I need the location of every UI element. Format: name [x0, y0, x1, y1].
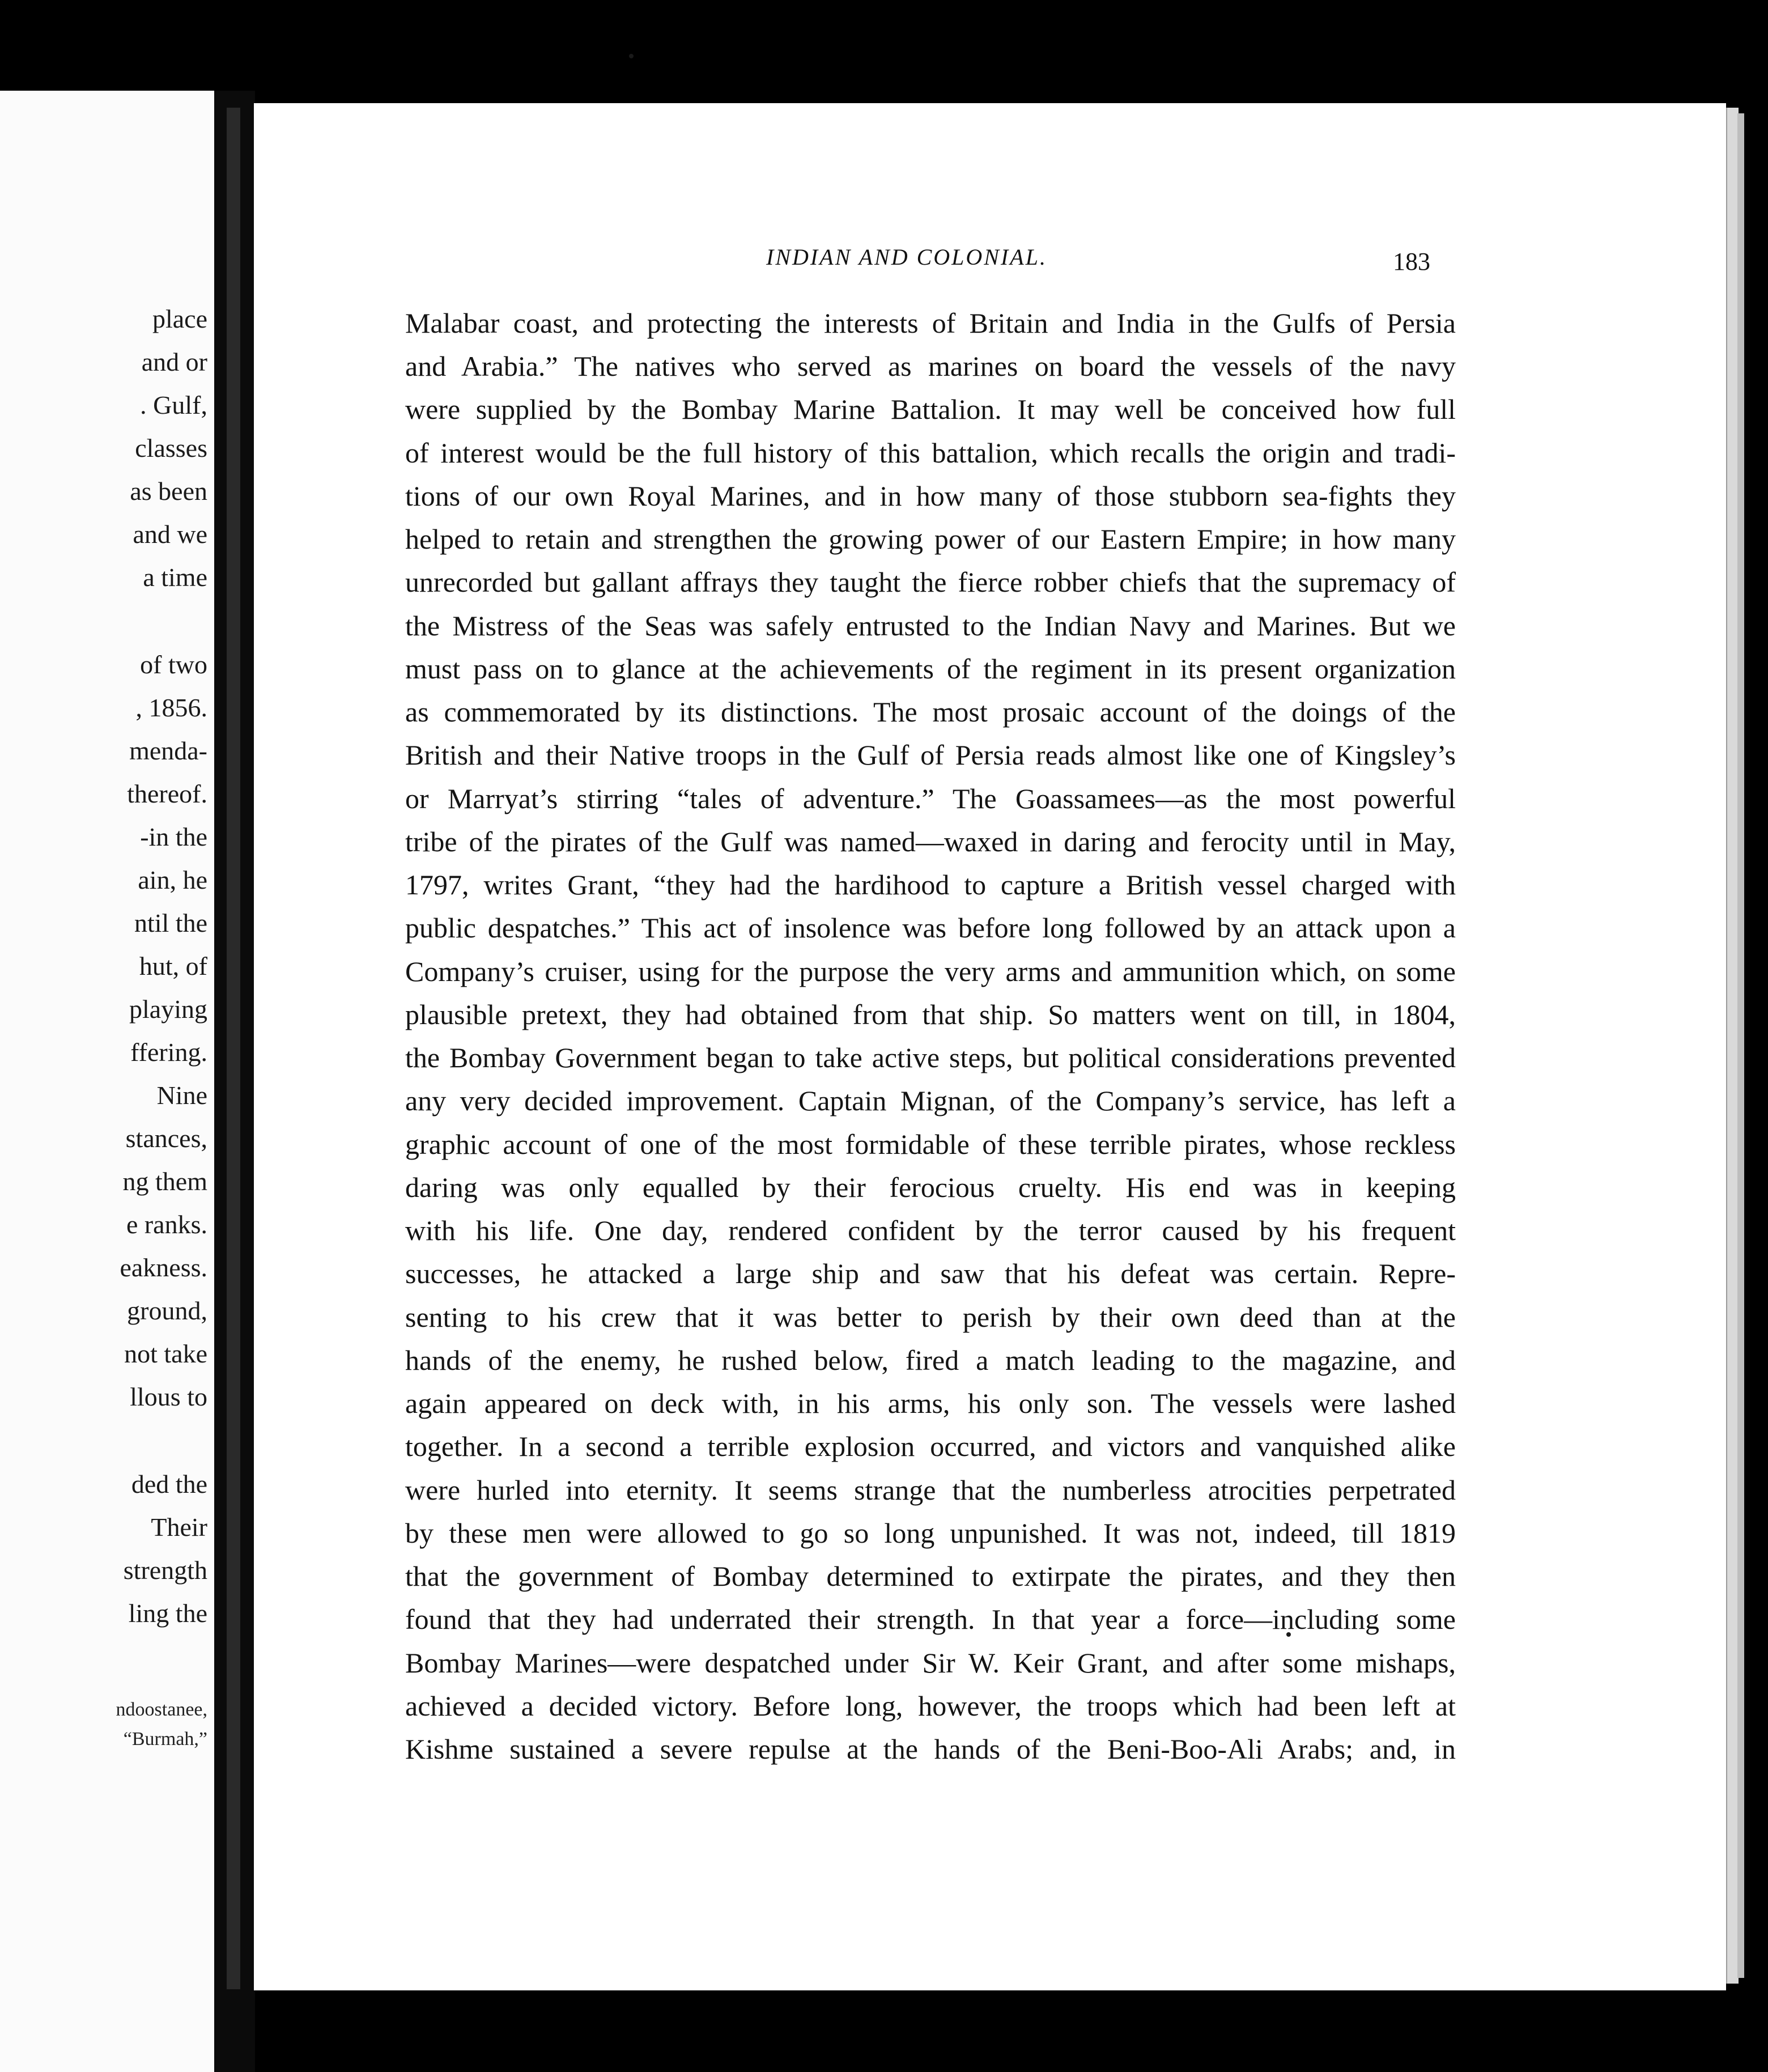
text-line: tribe of the pirates of the Gulf was named—waxed in daring and ferocity until in May,: [405, 826, 1456, 857]
text-line: by these men were allowed to go so long unpunished. It was not, indeed, till 1819: [405, 1517, 1456, 1549]
page-edge: [1726, 108, 1739, 1984]
left-line: hut, of: [139, 952, 207, 980]
left-line: ling the: [128, 1599, 207, 1628]
text-line: achieved a decided victory. Before long, however, the troops which had been left at: [405, 1690, 1456, 1722]
text-line: and Arabia.” The natives who served as marines on board the vessels of the navy: [405, 350, 1456, 382]
text-line: tions of our own Royal Marines, and in how many of those stubborn sea-fights they: [405, 480, 1456, 512]
left-line: ng them: [122, 1167, 207, 1196]
text-line: Bombay Marines—were despatched under Sir W. Keir Grant, and after some mishaps,: [405, 1647, 1456, 1679]
text-line: that the government of Bombay determined to extirpate the pirates, and they then: [405, 1560, 1456, 1592]
left-line: llous to: [130, 1382, 207, 1411]
left-line: and or: [141, 347, 207, 376]
text-line: British and their Native troops in the Gulf of Persia reads almost like one of Kingsley’s: [405, 739, 1456, 771]
text-line: the Bombay Government began to take active steps, but political considerations prevented: [405, 1042, 1456, 1073]
left-line: classes: [135, 434, 207, 462]
left-page-fragment: [0, 91, 214, 2072]
text-line: 1797, writes Grant, “they had the hardihood to capture a British vessel charged with: [405, 869, 1456, 901]
text-line: or Marryat’s stirring “tales of adventure.” The Goassamees—as the most powerful: [405, 783, 1456, 814]
left-line: ded the: [131, 1470, 207, 1498]
text-line: daring was only equalled by their ferocious cruelty. His end was in keeping: [405, 1171, 1456, 1203]
text-line: any very decided improvement. Captain Mignan, of the Company’s service, has left a: [405, 1085, 1456, 1116]
scan-speck: [629, 54, 634, 58]
text-line: successes, he attacked a large ship and saw that his defeat was certain. Repre-: [405, 1258, 1456, 1289]
text-line: Company’s cruiser, using for the purpose the very arms and ammunition which, on some: [405, 956, 1456, 987]
text-line: Kishme sustained a severe repulse at the hands of the Beni-Boo-Ali Arabs; and, in: [405, 1733, 1456, 1765]
left-line: not take: [124, 1339, 207, 1368]
left-line: of two: [140, 650, 207, 679]
left-line: ground,: [127, 1296, 207, 1325]
text-line: together. In a second a terrible explosion occurred, and victors and vanquished alike: [405, 1430, 1456, 1462]
text-line: public despatches.” This act of insolence was before long followed by an attack upon a: [405, 912, 1456, 944]
running-head: INDIAN AND COLONIAL.: [766, 244, 1047, 270]
left-line: e ranks.: [126, 1210, 207, 1239]
text-line: found that they had underrated their strength. In that year a force—including some: [405, 1603, 1456, 1635]
left-line: playing: [129, 995, 207, 1024]
text-line: again appeared on deck with, in his arms, his only son. The vessels were lashed: [405, 1387, 1456, 1419]
text-line: were supplied by the Bombay Marine Battalion. It may well be conceived how full: [405, 393, 1456, 425]
left-line: and we: [133, 520, 207, 549]
text-line: of interest would be the full history of this battalion, which recalls the origin and tradi-: [405, 437, 1456, 469]
text-line: must pass on to glance at the achievements of the regiment in its present organization: [405, 653, 1456, 685]
page-number: 183: [1393, 248, 1430, 275]
text-line: senting to his crew that it was better to perish by their own deed than at the: [405, 1301, 1456, 1333]
text-line: unrecorded but gallant affrays they taught the fierce robber chiefs that the supremacy of: [405, 566, 1456, 598]
text-line: the Mistress of the Seas was safely entrusted to the Indian Navy and Marines. But we: [405, 610, 1456, 642]
left-line: , 1856.: [135, 693, 207, 722]
text-line: as commemorated by its distinctions. The most prosaic account of the doings of the: [405, 696, 1456, 728]
left-line: as been: [130, 477, 207, 506]
left-line: stances,: [125, 1124, 207, 1153]
text-line: graphic account of one of the most formidable of these terrible pirates, whose reckless: [405, 1128, 1456, 1160]
left-line: a time: [143, 563, 207, 592]
left-line: eakness.: [120, 1253, 207, 1282]
left-line: menda-: [129, 736, 207, 765]
left-line: . Gulf,: [140, 390, 207, 419]
left-line: Their: [151, 1513, 207, 1542]
text-line: were hurled into eternity. It seems strange that the numberless atrocities perpetrated: [405, 1474, 1456, 1506]
left-footnote-line: “Burmah,”: [123, 1729, 207, 1750]
left-line: Nine: [156, 1081, 207, 1110]
text-line: plausible pretext, they had obtained from that ship. So matters went on till, in 1804,: [405, 999, 1456, 1030]
left-line: ffering.: [130, 1038, 207, 1067]
page-edge-under: [1737, 113, 1744, 1978]
left-line: thereof.: [127, 779, 207, 808]
left-line: place: [152, 304, 207, 333]
text-line: helped to retain and strengthen the growing power of our Eastern Empire; in how many: [405, 523, 1456, 555]
left-line: strength: [123, 1556, 207, 1585]
text-line: hands of the enemy, he rushed below, fired a match leading to the magazine, and: [405, 1344, 1456, 1376]
text-line: with his life. One day, rendered confident by the terror caused by his frequent: [405, 1215, 1456, 1246]
left-footnote-line: ndoostanee,: [116, 1699, 207, 1720]
left-line: -in the: [140, 822, 207, 851]
gutter-shadow: [227, 108, 240, 1989]
text-line: Malabar coast, and protecting the interests of Britain and India in the Gulfs of Persia: [405, 307, 1456, 339]
left-line: ntil the: [134, 908, 207, 937]
left-line: ain, he: [138, 865, 207, 894]
